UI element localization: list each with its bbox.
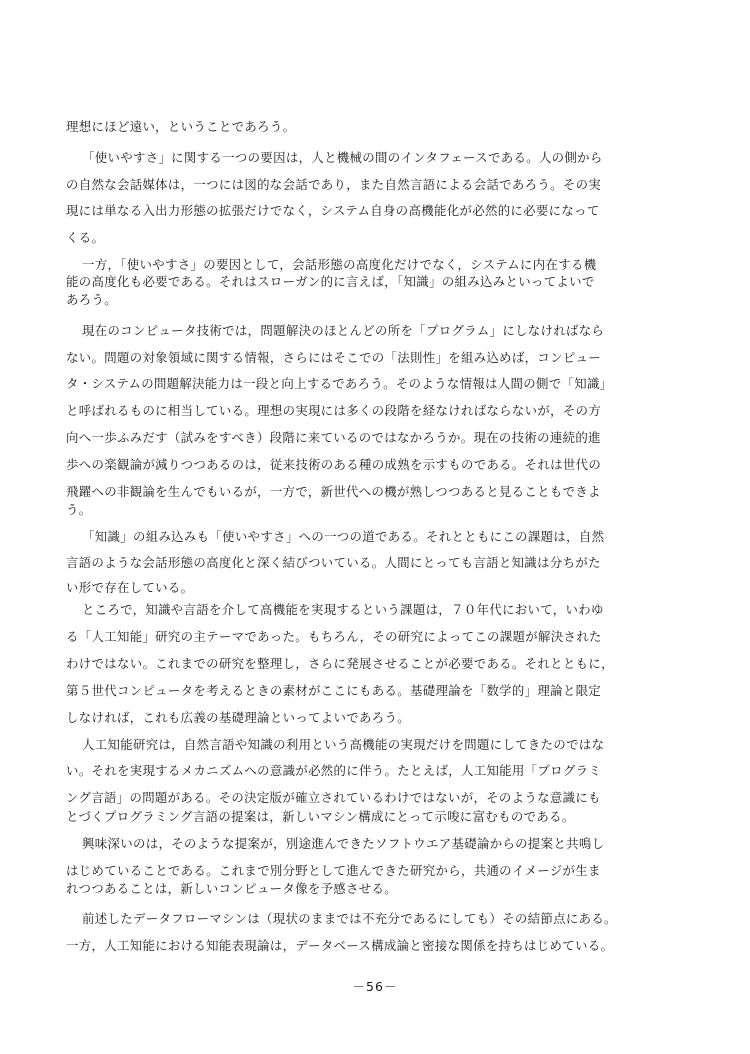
text-line-26: い。それを実現するメカニズムへの意識が必然的に伴う。たとえば，人工知能用「プログラミ [66,763,602,778]
text-line-27: ング言語」の問題がある。その決定版が確立されているわけではないが，そのような意識にも [66,790,601,805]
text-line-12: と呼ばれるものに相当している。理想の実現には多くの段階を経なければならないが，その方 [66,403,602,418]
text-line-5: くる。 [66,230,105,245]
text-line-24: しなければ，これも広義の基礎理論といってよいであろう。 [66,710,410,725]
text-line-9: 現在のコンピュータ技術では，問題解決のほとんどの所を「プログラム」にしなければなら [82,323,605,338]
text-line-6: 一方，「使いやすさ」の要因として，会話形態の高度化だけでなく，システムに内在する機 [82,257,597,272]
text-line-25: 人工知能研究は，自然言語や知識の利用という高機能の実現だけを問題にしてきたのではな [82,737,605,752]
text-line-11: タ・システムの問題解決能力は一段と向上するであろう。そのような情報は人間の側で「知識」 [66,376,613,391]
text-line-13: 向へ一歩ふみだす（試みをすべき）段階に来ているのではなかろうか。現在の技術の連続的進 [66,430,601,445]
text-line-4: 現には単なる入出力形態の拡張だけでなく，システム自身の高機能化が必然的に必要になって [66,203,600,218]
text-line-32: 前述したデータフローマシンは（現状のままでは不充分であるにしても）その結節点にある。 [82,911,617,926]
text-line-18: 言語のような会話形態の高度化と深く結びついている。人間にとっても言語と知識は分ちがた [66,555,601,570]
text-line-15: 飛躍への非観論を生んでもいるが，一方で，新世代への機が熟しつつあると見ることもできよ [66,484,601,499]
text-line-16: う。 [66,502,92,517]
text-line-29: 興味深いのは，そのような提案が，別途進んできたソフトウエア基礎論からの提案と共鳴し [82,836,605,851]
text-line-8: あろう。 [66,292,117,307]
text-line-28: とづくプログラミング言語の提案は，新しいマシン構成にとって示唆に富むものである。 [66,809,575,824]
text-line-21: る「人工知能」研究の主テーマであった。もちろん，その研究によってこの課題が解決された [66,629,602,644]
text-line-10: ない。問題の対象領域に関する情報，さらにはそこでの「法則性」を組み込めば，コンピュー [66,350,602,365]
text-line-33: 一方，人工知能における知能表現論は，データベース構成論と密接な関係を持ちはじめている。 [66,938,614,953]
text-line-14: 歩への楽観論が減りつつあるのは，従来技術のある種の成熟を示すものである。それは世代の [66,457,602,472]
page-number: －56－ [352,979,398,994]
text-line-3: の自然な会話媒体は，一つには図的な会話であり，また自然言語による会話であろう。その実 [66,177,602,192]
text-line-7: 能の高度化も必要である。それはスローガン的に言えば，「知識」の組み込みといってよいで [66,274,595,289]
text-line-31: れつつあることは，新しいコンピュータ像を予感させる。 [66,881,398,896]
text-line-22: わけではない。これまでの研究を整理し，さらに発展させることが必要である。それとともに， [66,656,614,671]
text-line-30: はじめていることである。これまで別分野として進んできた研究から，共通のイメージが生ま [66,863,601,878]
text-line-23: 第５世代コンピュータを考えるときの素材がここにもある。基礎理論を「数学的」理論と限定 [66,683,602,698]
text-line-1: 理想にほど遠い，ということであろう。 [66,119,296,134]
text-line-20: ところで，知識や言語を介して高機能を実現するという課題は，７０年代において，いわゆ [82,602,604,617]
text-line-2: 「使いやすさ」に関する一つの要因は，人と機械の間のインタフェースである。人の側から [82,150,603,165]
text-line-17: 「知識」の組み込みも「使いやすさ」への一つの道である。それとともにこの課題は，自然 [82,529,605,544]
text-line-19: い形で存在している。 [66,580,194,595]
